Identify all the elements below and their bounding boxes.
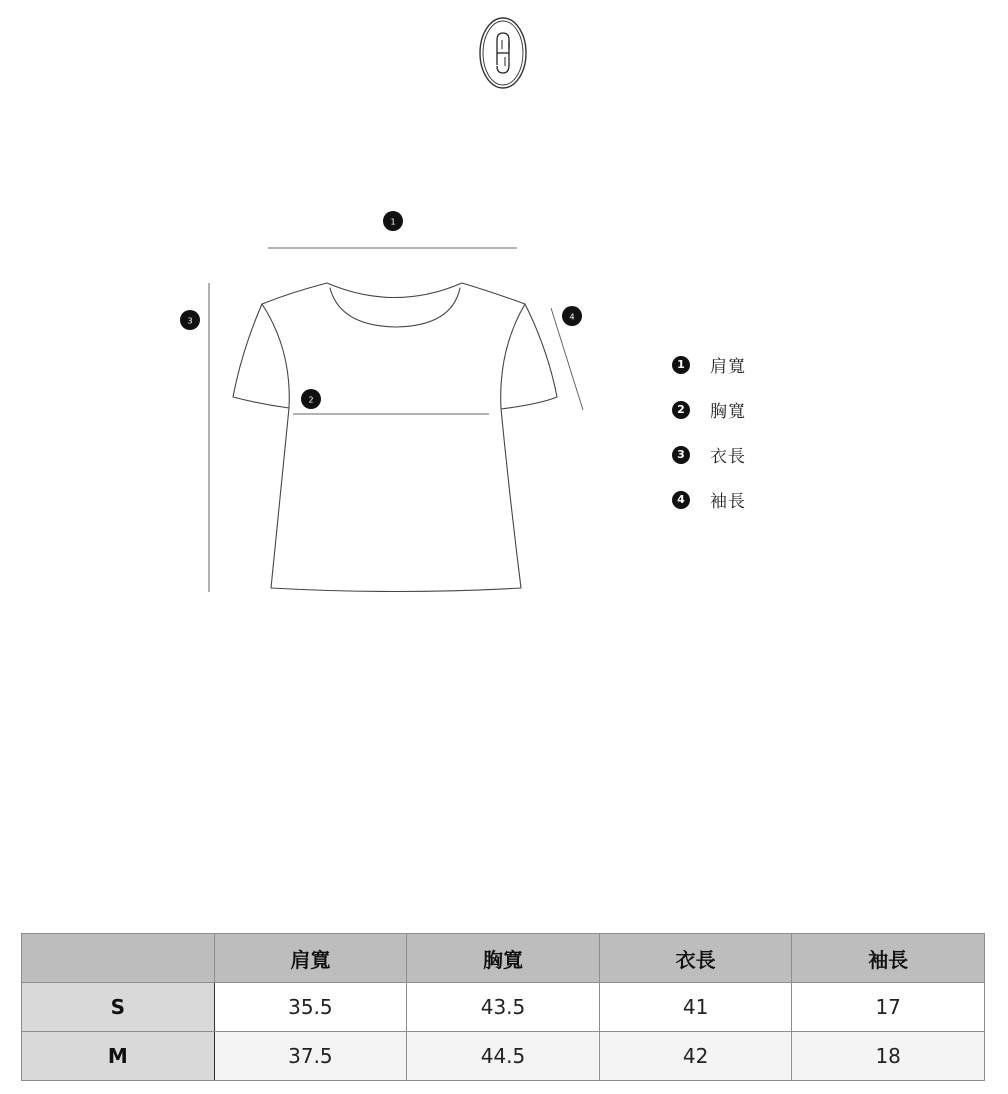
marker-2 xyxy=(301,389,321,409)
legend-number: 2 xyxy=(672,401,690,419)
legend-item xyxy=(672,432,746,477)
neckline xyxy=(330,288,460,327)
legend-label: 袖長 xyxy=(710,492,746,512)
table-cell: 43.5 xyxy=(407,983,600,1032)
table-cell: 35.5 xyxy=(214,983,407,1032)
legend-item xyxy=(672,387,746,432)
size-label: S xyxy=(22,983,215,1032)
table-row xyxy=(22,983,985,1032)
table-cell: 18 xyxy=(792,1032,985,1081)
svg-text:3: 3 xyxy=(187,316,193,326)
marker-4 xyxy=(562,306,582,326)
legend-number: 4 xyxy=(672,491,690,509)
svg-text:4: 4 xyxy=(569,312,575,322)
table-header-corner xyxy=(22,934,215,983)
legend-number: 3 xyxy=(672,446,690,464)
table-cell: 42 xyxy=(599,1032,792,1081)
table-cell: 41 xyxy=(599,983,792,1032)
size-chart-table xyxy=(21,933,985,1081)
left-sleeve-seam xyxy=(262,304,289,408)
legend-item xyxy=(672,342,746,387)
table-header-length: 衣長 xyxy=(599,934,792,983)
table-header-shoulder: 肩寬 xyxy=(214,934,407,983)
legend-item xyxy=(672,477,746,522)
table-header-row xyxy=(22,934,985,983)
table-cell: 44.5 xyxy=(407,1032,600,1081)
measurement-legend xyxy=(672,342,746,522)
legend-number: 1 xyxy=(672,356,690,374)
table-row xyxy=(22,1032,985,1081)
tshirt-outline xyxy=(233,283,557,592)
svg-text:1: 1 xyxy=(390,217,396,227)
legend-label: 衣長 xyxy=(710,447,746,467)
table-header-sleeve: 袖長 xyxy=(792,934,985,983)
table-cell: 37.5 xyxy=(214,1032,407,1081)
size-label: M xyxy=(22,1032,215,1081)
marker-1 xyxy=(383,211,403,231)
legend-label: 肩寬 xyxy=(710,357,746,377)
svg-text:2: 2 xyxy=(308,395,314,405)
marker-3 xyxy=(180,310,200,330)
table-header-chest: 胸寬 xyxy=(407,934,600,983)
right-sleeve-seam xyxy=(501,304,525,409)
table-cell: 17 xyxy=(792,983,985,1032)
legend-label: 胸寬 xyxy=(710,402,746,422)
